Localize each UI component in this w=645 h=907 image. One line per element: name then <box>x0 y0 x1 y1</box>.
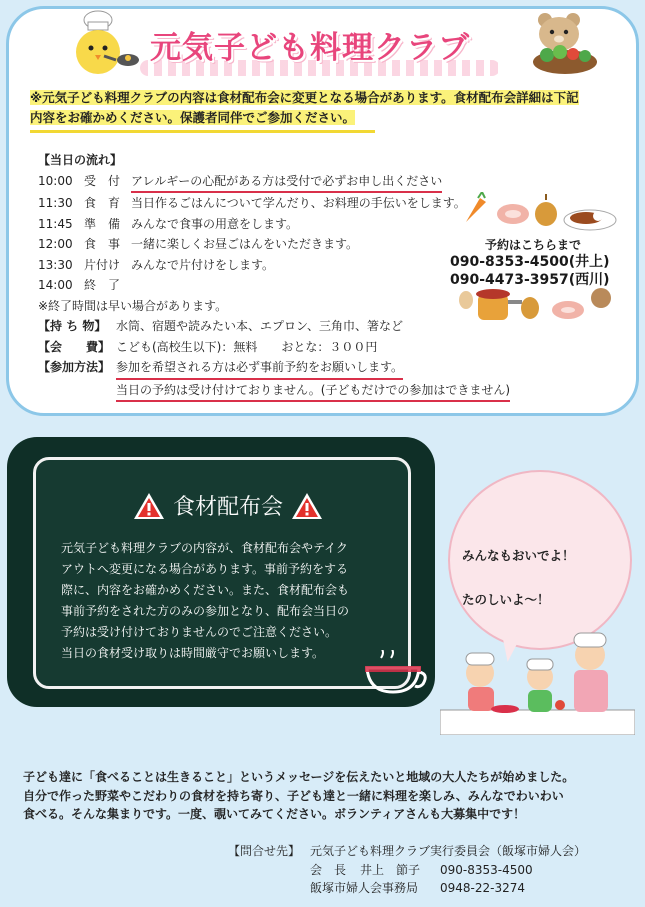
board-line: アウトへ変更になる場合があります。事前予約をする <box>61 562 349 576</box>
contact-person-phone: 090-8353-4500 <box>440 862 533 877</box>
schedule-time: 14:00 <box>38 278 73 292</box>
food-illustrations-top <box>458 192 628 237</box>
items-value: 水筒、宿題や読みたい本、エプロン、三角巾、箸など <box>116 319 404 333</box>
schedule-row <box>38 171 510 194</box>
kids-cooking-illustration <box>440 625 635 735</box>
items-label: 【持 ち 物】 <box>38 319 107 333</box>
fee-value: こども(高校生以下)：無料 おとな：３００円 <box>116 339 378 354</box>
chalkboard-frame <box>33 457 411 689</box>
contact-row <box>228 861 586 880</box>
schedule-text: みんなで片付けをします。 <box>131 257 275 272</box>
schedule-label: 終 了 <box>84 278 121 292</box>
fee-label: 【会 費】 <box>38 339 111 354</box>
method-line-2: 当日の予約は受け付けておりません。(子どもだけでの参加はできません) <box>116 380 510 403</box>
contact-org: 元気子ども料理クラブ実行委員会（飯塚市婦人会） <box>310 844 587 858</box>
reservation-phone-1: 090-8353-4500(井上) <box>450 254 610 270</box>
contact-row <box>228 879 586 898</box>
notice-text <box>30 88 622 128</box>
fee-row <box>38 337 510 358</box>
schedule-time: 12:00 <box>38 237 73 251</box>
notice-line-2: 内容をお確かめください。保護者同伴でご参加ください。 <box>30 110 356 125</box>
schedule-note: ※終了時間は早い場合があります。 <box>38 298 228 313</box>
warning-icon <box>291 492 323 520</box>
description-line: 自分で作った野菜やこだわりの食材を持ち寄り、子ども達と一緒に料理を楽しみ、みんなでわいわい <box>23 788 564 803</box>
notice-line-1: ※元気子ども料理クラブの内容は食材配布会に変更となる場合があります。食材配布会詳細は下記 <box>30 90 579 105</box>
warning-icon <box>133 492 165 520</box>
chalkboard-panel <box>7 437 435 707</box>
food-illustrations-bottom <box>458 282 628 327</box>
speech-bubble-text <box>462 534 575 622</box>
schedule-label: 片付け <box>84 257 121 272</box>
reservation-label: 予約はこちらまで <box>485 238 582 252</box>
schedule-text: 一緒に楽しくお昼ごはんをいただきます。 <box>131 237 359 251</box>
description <box>23 768 633 824</box>
schedule-label: 食 育 <box>84 196 121 210</box>
items-row <box>38 316 510 337</box>
board-title-row <box>98 490 358 521</box>
bubble-line-1: みんなもおいでよ！ <box>462 548 575 563</box>
schedule-row <box>38 275 510 296</box>
chef-chick-illustration <box>60 8 140 80</box>
description-line: 食べる。そんな集まりです。一度、覗いてみてください。ボランティアさんも大募集中です！ <box>23 807 526 821</box>
reservation-phone-2: 090-4473-3957(西川) <box>450 272 610 288</box>
schedule-label: 食 事 <box>84 237 121 251</box>
description-line: 子ども達に「食べることは生きること」というメッセージを伝えたいと地域の大人たちが始めました。 <box>23 770 575 784</box>
notice-highlight-bar <box>30 130 375 133</box>
method-label: 【参加方法】 <box>38 360 111 374</box>
schedule-time: 10:00 <box>38 173 73 188</box>
schedule-text: アレルギーの心配がある方は受付で必ずお申し出ください <box>131 171 442 194</box>
schedule-text: みんなで食事の用意をします。 <box>131 216 299 231</box>
schedule-row <box>38 255 510 276</box>
schedule-section <box>38 150 510 402</box>
contact-row <box>228 842 586 861</box>
schedule-label: 受 付 <box>84 173 121 188</box>
method-row-2 <box>38 380 510 403</box>
schedule-time: 13:30 <box>38 257 73 272</box>
soup-bowl-icon <box>361 650 431 700</box>
bear-with-salad-illustration <box>515 10 610 80</box>
schedule-time: 11:45 <box>38 216 73 231</box>
method-line-1: 参加を希望される方は必ず事前予約をお願いします。 <box>116 357 403 380</box>
contact-label: 【問合せ先】 <box>228 844 301 858</box>
board-line: 当日の食材受け取りは時間厳守でお願いします。 <box>61 646 325 660</box>
board-line: 事前予約をされた方のみの参加となり、配布会当日の <box>61 604 350 618</box>
contact-office-phone: 0948-22-3274 <box>440 881 526 895</box>
board-title: 食材配布会 <box>172 495 283 520</box>
contact-office: 飯塚市婦人会事務局 <box>310 881 419 895</box>
board-body <box>61 538 406 664</box>
contact-person-title: 会 長 <box>310 862 347 877</box>
board-line: 予約は受け付けておりませんのでご注意ください。 <box>61 625 338 639</box>
schedule-label: 準 備 <box>84 216 121 231</box>
schedule-time: 11:30 <box>38 196 73 210</box>
contact-section <box>228 842 586 898</box>
schedule-row <box>38 193 510 214</box>
schedule-text: 当日作るごはんについて学んだり、お料理の手伝いをします。 <box>131 196 466 210</box>
board-line: 元気子ども料理クラブの内容が、食材配布会やテイク <box>61 541 348 555</box>
page-title: 元気子ども料理クラブ <box>150 30 470 66</box>
contact-person-name: 井上 節子 <box>360 862 421 877</box>
schedule-row <box>38 234 510 255</box>
bubble-line-2: たのしいよ～！ <box>462 592 550 607</box>
schedule-heading: 【当日の流れ】 <box>38 153 123 167</box>
schedule-row <box>38 214 510 235</box>
board-line: 際に、内容をお確かめください。また、食材配布会も <box>61 583 350 597</box>
method-row <box>38 357 510 380</box>
